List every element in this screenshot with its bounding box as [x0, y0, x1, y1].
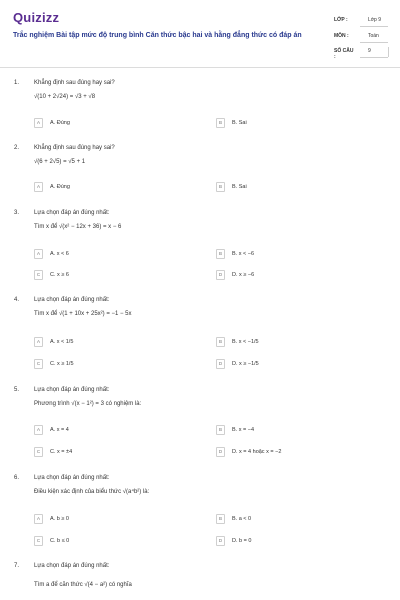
- meta-class-value: Lớp 9: [368, 17, 382, 23]
- option-text: A. x < 1/5: [50, 339, 74, 345]
- option-letter-box: A: [34, 337, 43, 347]
- question-expression: Phương trình √(x − 1²) = 3 có nghiệm là:: [34, 401, 142, 407]
- option-letter-box: A: [34, 425, 43, 435]
- question-prompt: Lựa chọn đáp án đúng nhất:: [34, 297, 110, 303]
- option-letter-box: C: [34, 447, 43, 457]
- option-text: D. b = 0: [232, 538, 252, 544]
- meta-line: [360, 57, 388, 58]
- option-text: B. x < −1/5: [232, 339, 259, 345]
- option-text: B. x < −6: [232, 251, 255, 257]
- header-divider: [0, 67, 400, 68]
- question-number: 5.: [14, 387, 20, 393]
- meta-subject-value: Toán: [368, 33, 379, 39]
- option-letter-box: D: [216, 536, 225, 546]
- meta-line: [360, 42, 388, 43]
- option-letter-box: A: [34, 514, 43, 524]
- question-number: 7.: [14, 563, 20, 569]
- question-prompt: Lựa chọn đáp án đúng nhất:: [34, 387, 110, 393]
- option-letter-box: B: [216, 337, 225, 347]
- question-expression: Tìm x để √(1 + 10x + 25x²) = −1 − 5x: [34, 311, 132, 317]
- quizizz-logo: Quizizz: [13, 10, 60, 25]
- question-number: 6.: [14, 475, 20, 481]
- option-letter-box: B: [216, 118, 225, 128]
- option-text: A. x = 4: [50, 427, 69, 433]
- question-expression: Điều kiện xác định của biểu thức √(a⁴b²) là:: [34, 489, 150, 495]
- question-number: 1.: [14, 80, 20, 86]
- question-expression: √(6 + 2√5) = √5 + 1: [34, 159, 86, 165]
- option-letter-box: C: [34, 270, 43, 280]
- option-text: B. a < 0: [232, 516, 252, 522]
- option-letter-box: C: [34, 536, 43, 546]
- option-text: B. Sai: [232, 120, 247, 126]
- option-letter-box: B: [216, 425, 225, 435]
- question-expression: √(10 + 2√24) = √3 + √8: [34, 94, 96, 100]
- meta-box-side: [388, 47, 389, 57]
- option-text: D. x ≥ −1/5: [232, 361, 259, 367]
- question-prompt: Lựa chọn đáp án đúng nhất:: [34, 563, 110, 569]
- question-prompt: Lựa chọn đáp án đúng nhất:: [34, 210, 110, 216]
- option-letter-box: D: [216, 359, 225, 369]
- question-expression: Tìm a để căn thức √(4 − a²) có nghĩa: [34, 582, 132, 588]
- question-number: 4.: [14, 297, 20, 303]
- option-text: D. x ≥ −6: [232, 272, 255, 278]
- option-letter-box: A: [34, 182, 43, 192]
- meta-count-value: 9: [368, 48, 371, 54]
- option-letter-box: C: [34, 359, 43, 369]
- option-text: B. Sai: [232, 184, 247, 190]
- meta-subject-label: MÔN :: [334, 33, 349, 39]
- quiz-title: Trắc nghiệm Bài tập mức độ trung bình Căn thức bậc hai và hằng đẳng thức có đáp án: [13, 32, 302, 39]
- option-text: D. x = 4 hoặc x = −2: [232, 449, 282, 455]
- option-text: C. x = ±4: [50, 449, 73, 455]
- option-text: A. x < 6: [50, 251, 69, 257]
- option-text: A. b ≥ 0: [50, 516, 69, 522]
- option-text: A. Đúng: [50, 120, 70, 126]
- option-text: C. b ≤ 0: [50, 538, 70, 544]
- option-text: C. x ≥ 1/5: [50, 361, 74, 367]
- option-text: C. x ≥ 6: [50, 272, 69, 278]
- meta-line: [360, 26, 388, 27]
- option-text: A. Đúng: [50, 184, 70, 190]
- option-letter-box: B: [216, 514, 225, 524]
- question-prompt: Khẳng định sau đúng hay sai?: [34, 145, 115, 151]
- option-text: B. x = −4: [232, 427, 255, 433]
- option-letter-box: A: [34, 118, 43, 128]
- option-letter-box: D: [216, 447, 225, 457]
- question-number: 2.: [14, 145, 20, 151]
- question-expression: Tìm x để √(x² − 12x + 36) = x − 6: [34, 224, 122, 230]
- question-number: 3.: [14, 210, 20, 216]
- question-prompt: Lựa chọn đáp án đúng nhất:: [34, 475, 110, 481]
- question-prompt: Khẳng định sau đúng hay sai?: [34, 80, 115, 86]
- option-letter-box: A: [34, 249, 43, 259]
- meta-count-label: SỐ CÂU :: [334, 48, 354, 60]
- option-letter-box: B: [216, 182, 225, 192]
- option-letter-box: D: [216, 270, 225, 280]
- option-letter-box: B: [216, 249, 225, 259]
- meta-class-label: LỚP :: [334, 17, 348, 23]
